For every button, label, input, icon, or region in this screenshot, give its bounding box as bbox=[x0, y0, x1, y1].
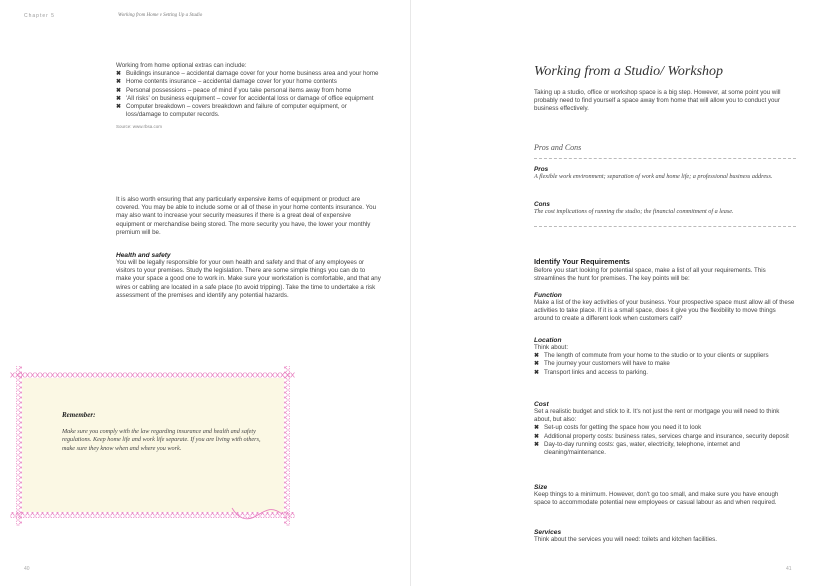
cross-bullet-icon: ✖ bbox=[534, 441, 540, 448]
list-item: ✖ Day-to-day running costs: gas, water, electricity, telephone, internet and cleaning/maintenance. bbox=[534, 440, 740, 457]
list-item: ✖ The length of commute from your home to the studio or to your clients or suppliers bbox=[534, 352, 769, 360]
identify-text: Before you start looking for potential space, make a list of all your requirements. This streamlines the hunt for premises. The key points will be: bbox=[534, 267, 766, 283]
list-item: ✖ The journey your customers will have to make bbox=[534, 360, 670, 368]
function-text: Make a list of the key activities of your business. Your prospective space must allow all of these activities to take place. If it is a small space, does it give you the flexibility to move things around to create a different look when customers call? bbox=[534, 299, 795, 323]
stitch-top bbox=[10, 372, 295, 378]
cost-list bbox=[534, 424, 796, 457]
page-title: Working from a Studio/ Workshop bbox=[534, 64, 724, 79]
size-heading: Size bbox=[534, 484, 548, 491]
dashed-rule-bottom bbox=[534, 226, 796, 227]
page-number-right: 41 bbox=[786, 566, 792, 572]
running-head-chapter: Chapter 5 bbox=[24, 13, 55, 19]
cross-bullet-icon: ✖ bbox=[116, 87, 122, 94]
list-item: ✖ Home contents insurance – accidental damage cover for your home contents bbox=[116, 78, 337, 86]
cross-bullet-icon: ✖ bbox=[116, 104, 122, 111]
cons-label: Cons bbox=[534, 201, 550, 208]
location-section bbox=[534, 337, 796, 377]
list-item: ✖ Additional property costs: business rates, services charge and insurance, security deposit bbox=[534, 432, 789, 440]
cross-bullet-icon: ✖ bbox=[116, 95, 122, 102]
health-text: You will be legally responsible for your own health and safety and that of any employees or visitors to your premises. Study the legislation. There are some simple things you can do to make your space a good one to work in. Make sure your workstation is comfortable, and that any wires or cabling are located in a safe place (to avoid tripping). Take the time to undertake a risk assessment of the premises and identify any potential hazards. bbox=[116, 259, 381, 299]
health-heading: Health and safety bbox=[116, 252, 171, 259]
services-section bbox=[534, 529, 796, 544]
list-item: ✖ Personal possessions – peace of mind if you take personal items away from home bbox=[116, 86, 352, 94]
cons-block bbox=[534, 201, 796, 216]
services-heading: Services bbox=[534, 529, 562, 536]
function-heading: Function bbox=[534, 292, 562, 299]
function-section bbox=[534, 292, 796, 324]
remember-text: Make sure you comply with the law regarding insurance and health and safety regulations. Keep home life and work life separate. If you are living with others, make sure they know when and where you work. bbox=[62, 428, 261, 452]
list-item: ✖ Set-up costs for getting the space how you need it to look bbox=[534, 424, 702, 432]
pros-label: Pros bbox=[534, 166, 549, 173]
identify-heading: Identify Your Requirements bbox=[534, 257, 630, 266]
source-note: Source: www.rbsa.com bbox=[116, 124, 163, 130]
cross-bullet-icon: ✖ bbox=[116, 79, 122, 86]
dashed-rule-top bbox=[534, 158, 796, 159]
page-number-left: 40 bbox=[24, 566, 30, 572]
cross-bullet-icon: ✖ bbox=[534, 369, 540, 376]
cost-intro: Set a realistic budget and stick to it. It's not just the rent or mortgage you will need to think about, but also: bbox=[534, 408, 780, 424]
cons-text: The cost implications of running the studio; the financial commitment of a lease. bbox=[534, 208, 734, 215]
services-text: Think about the services you will need: toilets and kitchen facilities. bbox=[534, 536, 717, 543]
cost-section bbox=[534, 401, 796, 457]
stitch-left bbox=[16, 366, 22, 526]
remember-title: Remember: bbox=[62, 411, 96, 419]
cross-bullet-icon: ✖ bbox=[534, 433, 540, 440]
pros-cons-heading: Pros and Cons bbox=[534, 143, 582, 152]
list-item: ✖ Computer breakdown – covers breakdown and failure of computer equipment, or loss/damage to computer records. bbox=[116, 103, 347, 119]
location-heading: Location bbox=[534, 337, 562, 344]
cost-heading: Cost bbox=[534, 401, 549, 408]
cross-bullet-icon: ✖ bbox=[534, 361, 540, 368]
insurance-paragraph: It is also worth ensuring that any particularly expensive items of equipment or product are covered. You may be able to include some or all of these in your home contents insurance. You may also want to increase your security measures if there is a great deal of expensive equipment or merchandise being stored. The more security you have, the lower your monthly premium will be. bbox=[116, 196, 377, 236]
size-section bbox=[534, 484, 796, 507]
pros-text: A flexible work environment; separation of work and home life; a professional business address. bbox=[534, 173, 773, 180]
pros-block bbox=[534, 166, 796, 181]
extras-intro: Working from home optional extras can include: bbox=[116, 62, 247, 69]
list-item: ✖ Buildings insurance – accidental damage cover for your home business area and your home bbox=[116, 70, 379, 78]
studio-intro: Taking up a studio, office or workshop space is a big step. However, at some point you will probably need to find yourself a space away from home that will allow you to conduct your business effectively. bbox=[534, 89, 781, 113]
location-intro: Think about: bbox=[534, 344, 569, 351]
cross-bullet-icon: ✖ bbox=[116, 71, 122, 78]
stitch-bottom bbox=[10, 512, 295, 518]
location-list bbox=[534, 352, 796, 377]
cross-bullet-icon: ✖ bbox=[534, 425, 540, 432]
cross-bullet-icon: ✖ bbox=[534, 353, 540, 360]
stitch-right bbox=[284, 366, 290, 526]
running-head-title: Working from Home v Setting Up a Studio bbox=[118, 13, 203, 18]
size-text: Keep things to a minimum. However, don't go too small, and make sure you have enough space to accommodate potential new employees or casual labour as and when required. bbox=[534, 491, 779, 507]
list-item: ✖ Transport links and access to parking. bbox=[534, 368, 648, 376]
list-item: ✖ 'All risks' on business equipment – cover for accidental loss or damage of office equipment bbox=[116, 94, 374, 102]
